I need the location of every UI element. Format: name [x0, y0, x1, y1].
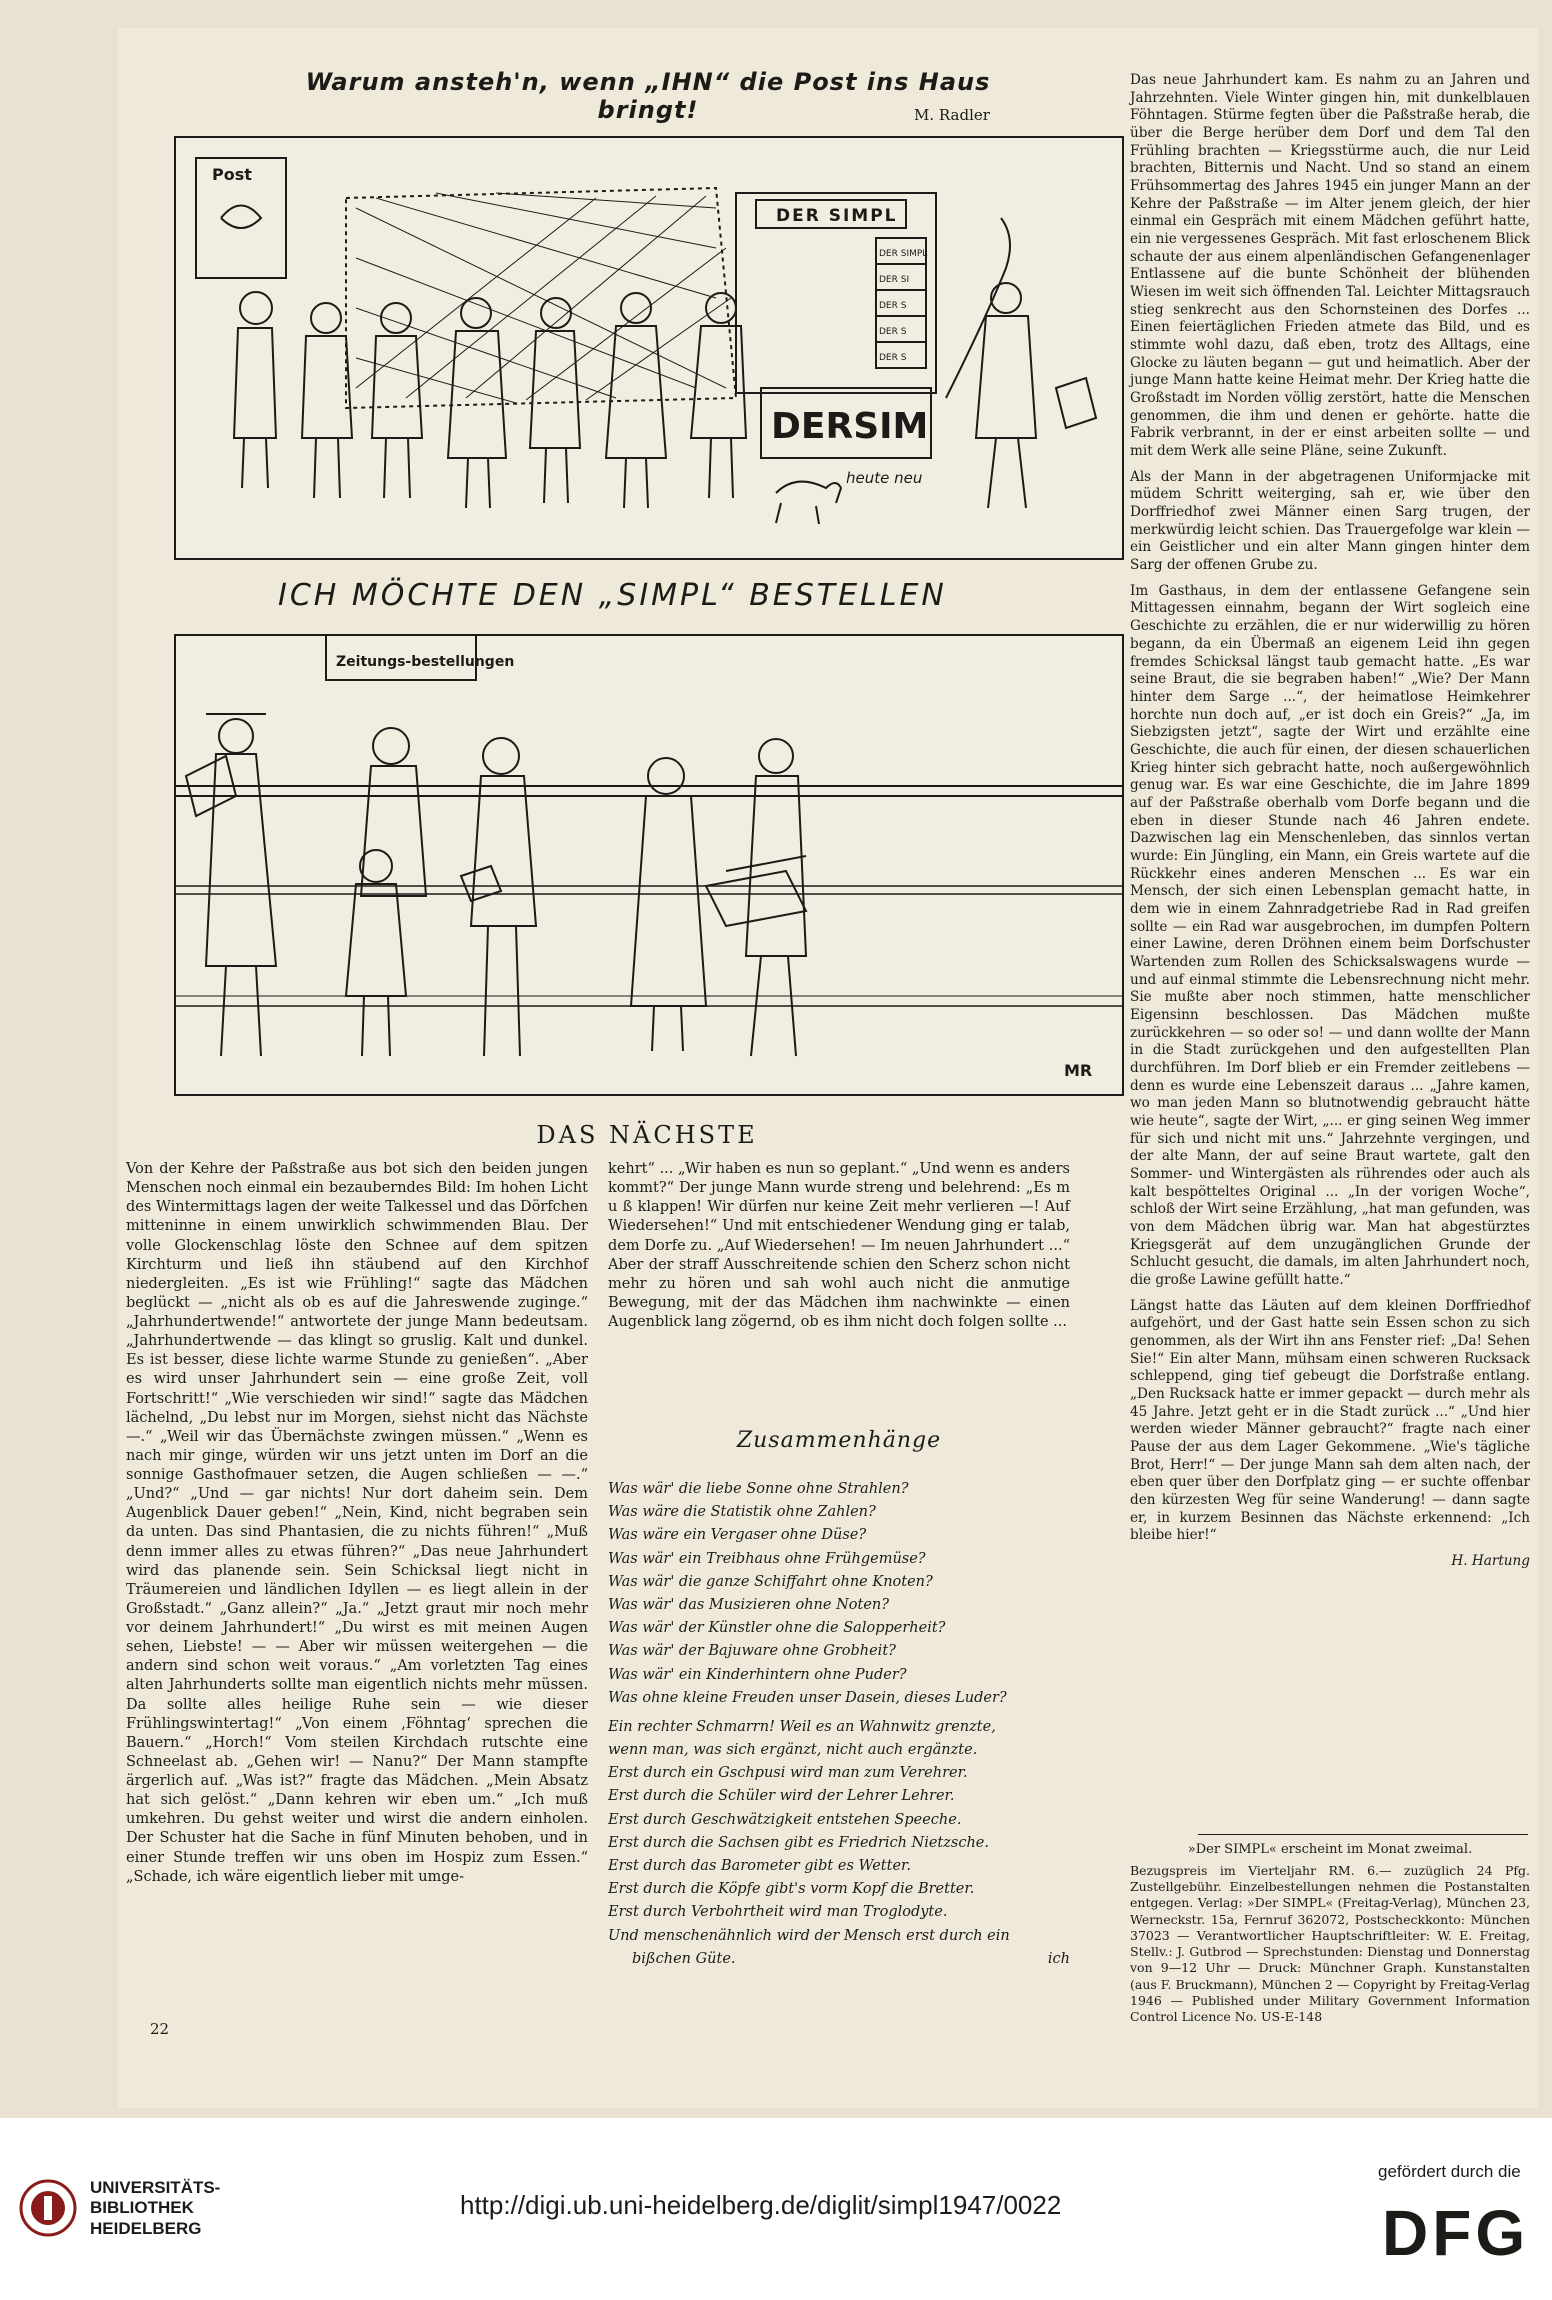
permalink-url[interactable]: http://digi.ub.uni-heidelberg.de/diglit/simpl1947/0022	[460, 2190, 1062, 2220]
story-column-3	[1130, 72, 1530, 1571]
story-col3-para-4: Längst hatte das Läuten auf dem kleinen Dorffriedhof aufgehört, und der Gast hatte sein Essen schon zu sich genommen, als der Wirt ihn ans Fenster rief: „Da! Sehen Sie!“ Ein alter Mann, mühsam einen schweren Rucksack schleppend, ging tief gebeugt die Dorfstraße entlang. „Den Rucksack hatte er immer gepackt — durch mehr als 45 Jahre. Jetzt geht er in die Stadt zurück ...“ „Und hier werden wieder Männer gebraucht?“ fragte nach einer Pause der aus dem Lager Gekommene. „Wie's tägliche Brot, Herr!“ — Der junge Mann sah dem alten nach, der eben quer über den Dorfplatz ging — er suchte offenbar den kürzesten Weg für seine Wanderung! — dann sagte er, in kurzem Besinnen das Nächste erkennend: „Ich bleibe hier!“	[1130, 1297, 1530, 1544]
imprint	[1130, 1842, 1530, 2025]
kiosk-sign-text: DER SIMPL	[776, 206, 898, 226]
poem-line: Erst durch ein Gschpusi wird man zum Verehrer.	[608, 1765, 968, 1782]
poem-line: Was wär' ein Treibhaus ohne Frühgemüse?	[608, 1550, 926, 1567]
shelf-label-2: DER SI	[879, 275, 910, 285]
poem-author: ich	[1047, 1950, 1070, 1967]
poem-line: Erst durch die Köpfe gibt's vorm Kopf die Bretter.	[608, 1881, 975, 1898]
bottom-cartoon-drawing	[174, 634, 1124, 1096]
story-col2-text: kehrt“ ... „Wir haben es nun so geplant.“ „Und wenn es anders kommt?“ Der junge Mann wurde streng und belehrend: „Es m u ß klappen! Wir dürfen nur keine Zeit mehr verlieren —! Auf Wiedersehen!“ Und mit entschiedener Wendung ging er talab, dem Dorfe zu. „Auf Wiedersehen! — Im neuen Jahrhundert ...“ Aber der straff Ausschreitende schien den Scherz schon nicht mehr zu hören und sah wohl auch nicht die anmutige Bewegung, mit der das Mädchen ihm nachwinkte — einen Augenblick lang zögernd, ob es ihm nicht doch folgen sollte ...	[608, 1161, 1070, 1330]
stand-front-text: DERSIM	[771, 406, 929, 447]
post-horn-icon	[221, 206, 261, 229]
poem-line: Erst durch Verbohrtheit wird man Troglodyte.	[608, 1904, 948, 1921]
poem-line: Was wär' das Musizieren ohne Noten?	[608, 1596, 890, 1613]
bottom-cartoon-caption: ICH MÖCHTE DEN „SIMPL“ BESTELLEN	[278, 578, 947, 613]
poem-line: Was wär' die ganze Schiffahrt ohne Knoten?	[608, 1573, 933, 1590]
poem-line: Was wär' der Bajuware ohne Grobheit?	[608, 1643, 896, 1660]
shelf-label-1: DER SIMPL	[879, 249, 928, 259]
university-seal-icon	[18, 2178, 78, 2238]
dog-sketch	[776, 482, 841, 524]
poem-line: Erst durch die Sachsen gibt es Friedrich Nietzsche.	[608, 1834, 989, 1851]
dfg-logo: DFG	[1382, 2197, 1530, 2269]
university-name	[90, 2178, 220, 2239]
cartoon-initials: MR	[1064, 1061, 1093, 1080]
imprint-rule	[1198, 1834, 1528, 1835]
poem-line: Was wäre ein Vergaser ohne Düse?	[608, 1527, 867, 1544]
post-counter-illustration	[176, 636, 1122, 1094]
shelf-label-3: DER S	[879, 301, 907, 311]
page-number: 22	[150, 2020, 170, 2038]
top-cartoon-drawing	[174, 136, 1124, 560]
shelf-label-4: DER S	[879, 327, 907, 337]
digitization-footer	[0, 2118, 1552, 2300]
post-queue-illustration	[176, 138, 1122, 558]
poem-line: Erst durch Geschwätzigkeit entstehen Speeche.	[608, 1811, 962, 1828]
story-column-2	[608, 1160, 1070, 1340]
poem-line: Was wär' die liebe Sonne ohne Strahlen?	[608, 1481, 909, 1497]
poem-line: Und menschenähnlich wird der Mensch erst durch ein	[608, 1927, 1010, 1944]
story-col1-text: Von der Kehre der Paßstraße aus bot sich den beiden jungen Menschen noch einmal ein bezauberndes Bild: Im hohen Licht des Wintermittags lagen der weite Talkessel und das Dörfchen mitteninne in einem unwirklich schwimmenden Blau. Der volle Glockenschlag löste den Schnee auf dem spitzen Kirchturm und ließ ihn stäubend auf den Kirchhof niedergleiten. „Es ist wie Frühling!“ sagte das Mädchen beglückt — „nicht als ob es auf die Jahreswende zuginge.“ „Jahrhundertwende!“ antwortete der junge Mann bedeutsam. „Jahrhundertwende — das klingt so gruslig. Kalt und dunkel. Es ist besser, diese lichte warme Stunde zu genießen“. „Aber es wird unser Jahrhundert sein — eine große Zeit, voll Fortschritt!“ „Wie verschieden wir sind!“ sagte das Mädchen lächelnd, „Du lebst nur im Morgen, siehst nicht das Nächste —.“ „Weil wir das Übernächste zwingen müssen.“ „Wenn es nach mir ginge, würden wir uns jetzt unten im Dorf an die sonnige Gasthofmauer setzen, die Augen schließen — —.“ „Und?“ „Und — gar nichts! Nur dort daheim sein. Dem Augenblick Dauer geben!“ „Nein, Kind, nicht begraben sein da unten. Das sind Phantasien, die zu nichts führen!“ „Muß denn immer alles zu etwas führen?“ „Das neue Jahrhundert wird das planende sein. Sein Schicksal liegt nicht in Träumereien und ländlichen Idyllen — es liegt allein in der Großstadt.“ „Ganz allein?“ „Ja.“ „Jetzt graut mir noch mehr vor deinem Jahrhundert!“ „Du wirst es mit meinen Augen sehen, Liebste! — — Aber wir müssen weitergehen — die andern sind schon weit voraus.“ „Am vorletzten Tag eines alten Jahrhunderts sollte man eigentlich nichts mehr müssen. Da sollte alles heilige Ruhe sein — wie dieser Frühlingswintertag!“ „Von einem ‚Föhntag‘ sprechen die Bauern.“ „Horch!“ Vom steilen Kirchdach rutschte eine Schneelast ab. „Gehen wir! — Nanu?“ Der Mann stampfte ärgerlich auf. „Was ist?“ fragte das Mädchen. „Mein Absatz hat sich gelöst.“ „Dann kehren wir eben um.“ „Ich muß umkehren. Du gehst weiter und wirst die andern einholen. Der Schuster hat die Sache in fünf Minuten behoben, und in einer Stunde treffen wir uns oben im Hospiz zum Essen.“ „Schade, ich wäre eigentlich lieber mit umge-	[126, 1161, 588, 1885]
magazine-page	[118, 28, 1538, 2108]
university-name-line-1: UNIVERSITÄTS-	[90, 2178, 221, 2197]
poem-line: Erst durch die Schüler wird der Lehrer Lehrer.	[608, 1788, 955, 1805]
queue-figures	[234, 283, 1096, 508]
university-name-line-2: BIBLIOTHEK	[90, 2198, 194, 2218]
poem-line: wenn man, was sich ergänzt, nicht auch ergänzte.	[608, 1742, 978, 1759]
counter-sign-text: Zeitungs-bestellungen	[336, 654, 515, 670]
poem-line: Ein rechter Schmarrn! Weil es an Wahnwitz grenzte,	[608, 1718, 996, 1735]
counter-figures	[186, 714, 806, 1056]
imprint-lead: »Der SIMPL« erscheint im Monat zweimal.	[1187, 1842, 1473, 1857]
poem-line: Erst durch das Barometer gibt es Wetter.	[608, 1858, 911, 1874]
poem-line: Was wär' ein Kinderhintern ohne Puder?	[608, 1666, 907, 1683]
top-cartoon-credit: M. Radler	[914, 106, 990, 124]
story-column-1	[126, 1160, 588, 1895]
funding-note: gefördert durch die	[1378, 2162, 1521, 2181]
poem-line: Was wär' der Künstler ohne die Salopperheit?	[608, 1620, 946, 1637]
poem-line: bißchen Güte.	[632, 1950, 736, 1967]
poem-line: Was ohne kleine Freuden unser Dasein, dieses Luder?	[608, 1689, 1007, 1706]
poem-line: Was wäre die Statistik ohne Zahlen?	[608, 1504, 876, 1521]
story-col3-para-3: Im Gasthaus, in dem der entlassene Gefangene sein Mittagessen einnahm, begann der Wirt sogleich eine Geschichte zu erzählen, die er nur widerwillig zu hören begann, da ein Übermaß an eigenem Leid ihn gegen fremdes Schicksal längst taub gemacht hatte. „Es war seine Braut, die sie begraben haben!“ „Wie? Der Mann hinter dem Sarge ...“, der heimatlose Heimkehrer horchte nun doch auf, „er ist doch ein Greis?“ „Ja, im Siebzigsten jetzt“, sagte der Wirt und erzählte eine Geschichte, die auch für einen, der diesen schauerlichen Krieg hinter sich gebracht hatte, noch außergewöhnlich genug war. Es war eine Geschichte, die im Jahre 1899 auf der Paßstraße oberhalb vom Dorfe begann und die eben in dieser Stunde nach 46 Jahren endete. Dazwischen lag ein Menschenleben, das sinnlos vertan wurde: Ein Jüngling, ein Mann, ein Greis wartete auf die Rückkehr eines anderen Menschen ... Es war ein Mensch, der sich einen Lebensplan gemacht hatte, in dem wie in einem Zahnradgetriebe Rad in Rad greifen sollte — ein Rad war ausgebrochen, im dumpfen Poltern einer Lawine, deren Dröhnen einem beim Dorfschuster Wartenden zum Rollen des Schicksalswagens wurde — und auf einmal stimmte die Lebensrechnung nicht mehr. Sie mußte aber noch stimmen, hatte menschlicher Eigensinn beschlossen. Das Mädchen mußte zurückkehren — so oder so! — und dann wollte der Mann in die Stadt zurückgehen und den aufgestellten Plan durchführen. Im Dorf blieb er ein Fremder zeitlebens — denn es wurde eine Lebenszeit daraus ... „Jahre kamen, wo man jeden Mann so blutnotwendig gebraucht hätte wie heute“, sagte der Wirt, „... er ging seinen Weg immer für sich und nicht mit uns.“ Jahrzehnte vergingen, und der alte Mann, der auf seine Braut wartete, galt den Sommer- und Wintergästen als rührendes oder auch als kalt bespötteltes Original ... „In der vorigen Woche“, schloß der Wirt seine Erzählung, „hat man gefunden, was von dem Mädchen übrig war. Man hat abgestürztes Kriegsgerät auf dem unzugänglichen Grunde der Schlucht gesucht, die damals, im alten Jahrhundert noch, die große Lawine gefüllt hatte.“	[1130, 582, 1530, 1289]
poem-body	[608, 1478, 1070, 1971]
story-col3-para-2: Als der Mann in der abgetragenen Uniformjacke mit müdem Schritt weiterging, sah er, wie über den Dorffriedhof zwei Männer einen Sarg trugen, der merkwürdig leicht schien. Das Trauergefolge war klein — ein Geistlicher und ein alter Mann gingen hinter dem Sarg der offenen Grube zu.	[1130, 468, 1530, 574]
post-sign-text: Post	[212, 165, 252, 184]
story-author: H. Hartung	[1451, 1553, 1530, 1570]
university-name-line-3: HEIDELBERG	[90, 2218, 202, 2238]
story-col3-para-1: Das neue Jahrhundert kam. Es nahm zu an Jahren und Jahrzehnten. Viele Winter gingen hin, mit dunkelblauen Föhntagen. Stürme fegten über die Paßstraße herab, die über die Berge herüber dem Dorf und dem Tal den Frühling brachten — Kriegsstürme auch, die nur Leid brachten, Bitternis und Nacht. Und so stand an einem Frühsommertag des Jahres 1945 ein junger Mann an der Kehre der Paßstraße — im Alter jenem gleich, der hier einmal ein Gespräch mit einem Mädchen geführt hatte, ein nie vergessenes Gespräch. Mit fast erloschenem Blick schaute der aus einem alpenländischen Gefangenenlager Entlassene auf die bunte Schönheit der blühenden Wiesen im weit sich öffnenden Tal. Leichter Mittagsrauch stieg senkrecht aus den Schornsteinen des Dorfes ... Einen feiertäglichen Frieden atmete das Bild, und es stimmte wohl dazu, daß eben, trotz des Alltags, eine Glocke zu läuten begann — gut und heimatlich. Aber der junge Mann hatte keine Heimat mehr. Der Krieg hatte die Großstadt im Norden völlig zerstört, hatte die Menschen genommen, die ihm und denen er gehörte. hatte die Fabrik verbrannt, in der er einst arbeiten sollte — und mit dem Werk alle seine Pläne, seine Zukunft.	[1130, 72, 1530, 460]
top-cartoon-caption: Warum ansteh'n, wenn „IHN“ die Post ins Haus bringt!	[305, 68, 991, 124]
imprint-text: Bezugspreis im Vierteljahr RM. 6.— zuzüglich 24 Pfg. Zustellgebühr. Einzelbestellungen nehmen die Postanstalten entgegen. Verlag: »Der SIMPL« (Freitag-Verlag), München 23, Werneckstr. 15a, Fernruf 362072, Postscheckkonto: München 37023 — Verantwortlicher Hauptschriftleiter: W. E. Freitag, Stellv.: J. Gutbrod — Sprechstunden: Dienstag und Donnerstag von 9—12 Uhr — Druck: Münchner Graph. Kunstanstalten (aus F. Bruckmann), München 2 — Copyright by Freitag-Verlag 1946 — Published under Military Government Information Control Licence No. US-E-148	[1130, 1862, 1530, 2025]
poem-title: Zusammenhänge	[736, 1428, 942, 1453]
stand-heute-text: heute neu	[846, 469, 923, 487]
shelf-label-5: DER S	[879, 353, 907, 363]
story-title: DAS NÄCHSTE	[536, 1121, 758, 1149]
